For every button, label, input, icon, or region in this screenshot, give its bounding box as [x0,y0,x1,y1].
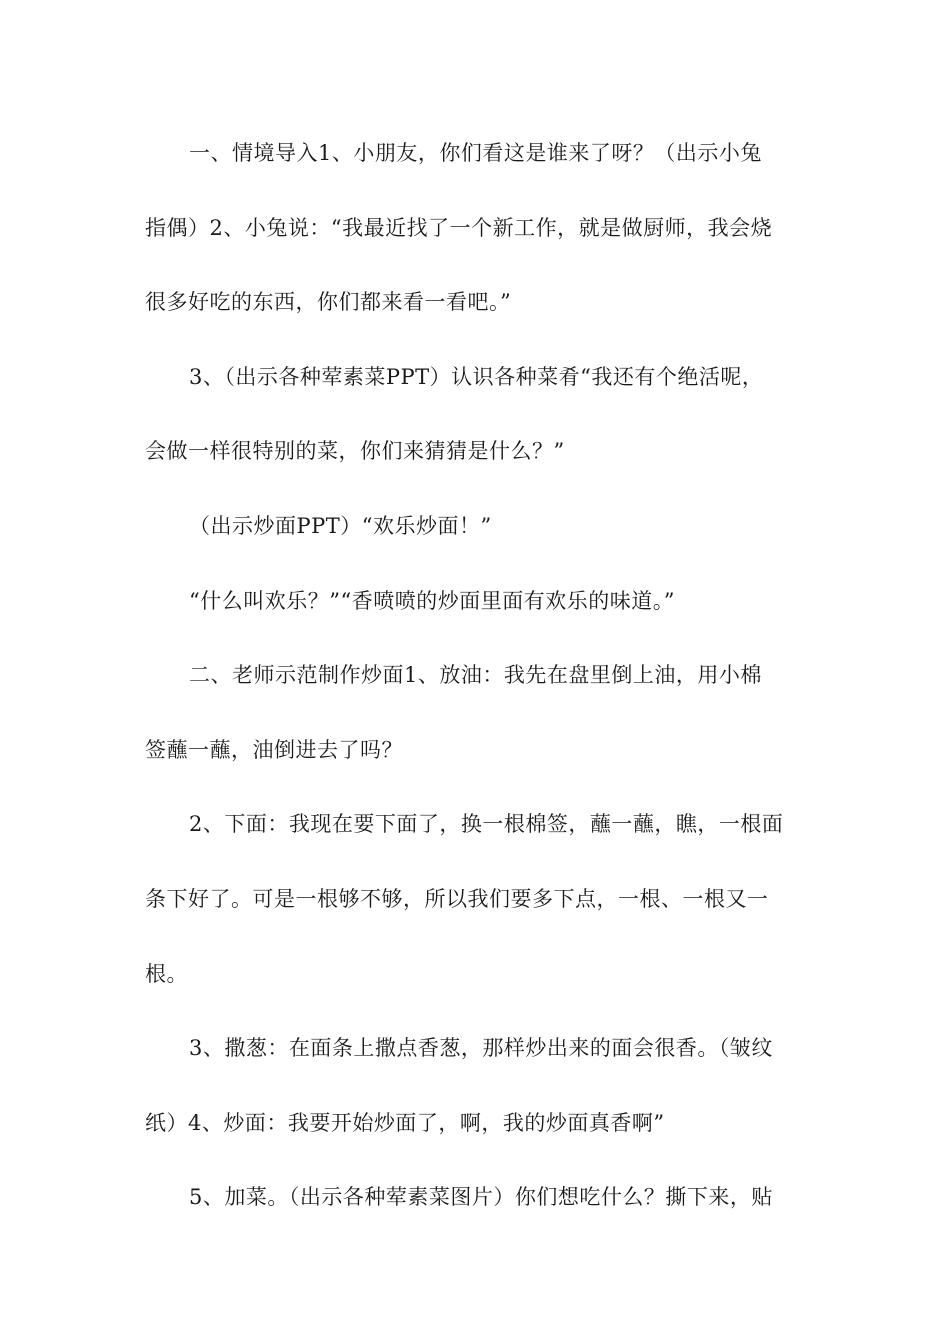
text-line: 签蘸一蘸，油倒进去了吗？ [145,737,403,762]
text-line: 条下好了。可是一根够不够，所以我们要多下点，一根、一根又一 [145,886,769,911]
text-line: 2、下面：我现在要下面了，换一根棉签，蘸一蘸，瞧，一根面 [189,812,784,837]
text-line: 指偶）2、小兔说：“我最近找了一个新工作，就是做厨师，我会烧 [145,215,773,240]
text-line: 3、（出示各种荤素菜PPT）认识各种菜肴“我还有个绝活呢， [189,364,764,389]
text-line: 二、老师示范制作炒面1、放油：我先在盘里倒上油，用小棉 [189,663,762,688]
text-line: 纸）4、炒面：我要开始炒面了，啊，我的炒面真香啊” [145,1110,665,1135]
text-line: （出示炒面PPT）“欢乐炒面！” [189,513,492,538]
document-body [145,132,810,1251]
text-line: 一、情境导入1、小朋友，你们看这是谁来了呀？（出示小兔 [189,141,762,165]
text-line: 根。 [145,961,188,986]
text-line: 3、撒葱：在面条上撒点香葱，那样炒出来的面会很香。（皱纹 [189,1036,773,1061]
text-line: 很多好吃的东西，你们都来看一看吧。” [145,290,512,315]
text-line: “什么叫欢乐？”“香喷喷的炒面里面有欢乐的味道。” [189,588,675,613]
text-line: 5、加菜。（出示各种荤素菜图片）你们想吃什么？撕下来，贴 [189,1185,773,1210]
text-line: 会做一样很特别的菜，你们来猜猜是什么？” [145,439,565,464]
